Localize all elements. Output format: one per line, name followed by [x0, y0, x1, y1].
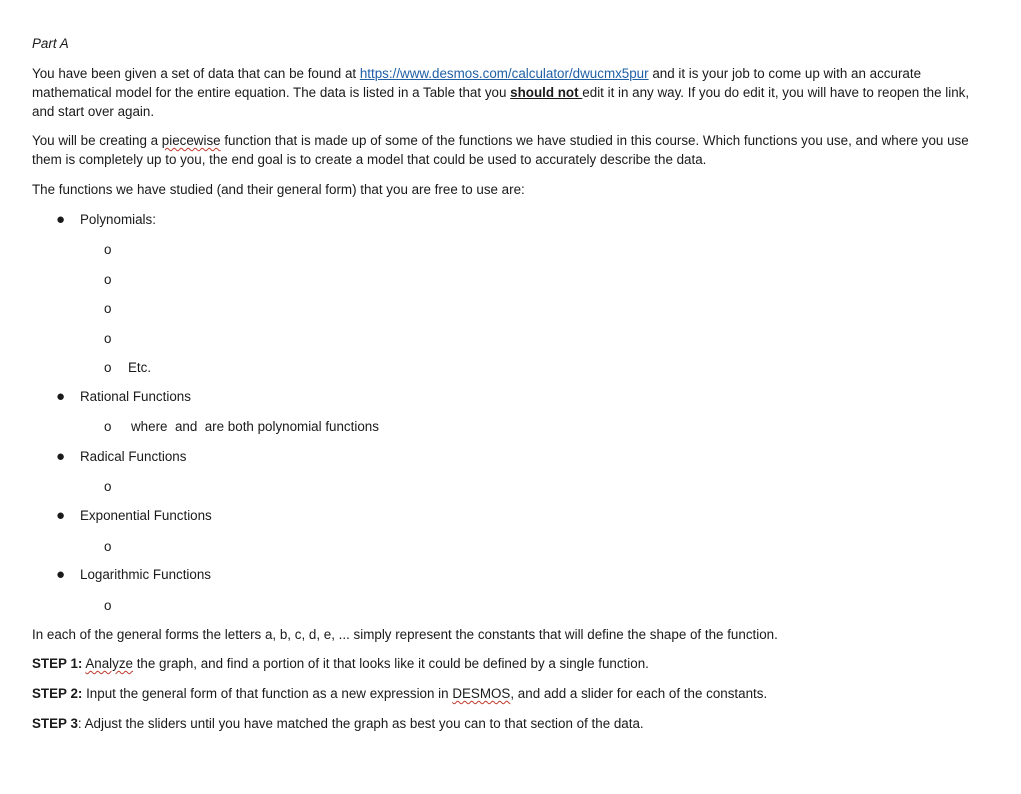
spellcheck-piecewise[interactable]: piecewise	[161, 133, 221, 148]
step-3-label: STEP 3	[32, 716, 78, 731]
sub-bullet-icon: o	[104, 272, 112, 287]
step-3	[32, 714, 987, 733]
function-label-polynomials: Polynomials:	[80, 212, 156, 227]
spellcheck-analyze[interactable]: Analyze	[85, 656, 133, 671]
piecewise-text-1: You will be creating a	[32, 133, 162, 148]
step-1-text: the graph, and find a portion of it that looks like it could be defined by a single function.	[132, 656, 649, 671]
bullet-icon: ●	[56, 566, 66, 583]
intro-paragraph	[32, 64, 987, 121]
functions-intro: The functions we have studied (and their general form) that you are free to use are:	[32, 182, 525, 197]
sub-bullet-icon: o	[104, 598, 112, 613]
sub-bullet-icon: o	[104, 539, 112, 554]
rational-note-where: where	[131, 419, 168, 434]
sub-bullet-icon: o	[104, 360, 112, 375]
polynomial-etc: Etc.	[128, 360, 152, 375]
function-label-rational: Rational Functions	[80, 389, 191, 404]
constants-paragraph: In each of the general forms the letters a, b, c, d, e, ... simply represent the constants that will define the shape of the function.	[32, 627, 778, 642]
bullet-icon: ●	[56, 448, 66, 465]
step-2	[32, 684, 987, 703]
function-label-radical: Radical Functions	[80, 449, 187, 464]
bullet-icon: ●	[56, 507, 66, 524]
intro-text-1: You have been given a set of data that can be found at	[32, 66, 360, 81]
should-not-emphasis: should not	[510, 85, 583, 100]
step-2-text-2: , and add a slider for each of the constants.	[510, 686, 768, 701]
sub-bullet-icon: o	[104, 419, 112, 434]
rational-note-and: and	[174, 419, 198, 434]
function-label-logarithmic: Logarithmic Functions	[80, 567, 211, 582]
piecewise-paragraph	[32, 131, 987, 169]
sub-bullet-icon: o	[104, 242, 112, 257]
step-2-label: STEP 2:	[32, 686, 83, 701]
part-heading: Part A	[32, 36, 69, 51]
intro-text-2: and it is your job to come up with an accurate mathematical model for the entire equation. The data is listed in a Table that you	[32, 66, 922, 100]
bullet-icon: ●	[56, 388, 66, 405]
spellcheck-desmos[interactable]: DESMOS	[452, 686, 511, 701]
step-1	[32, 654, 987, 673]
function-label-exponential: Exponential Functions	[80, 508, 212, 523]
step-1-label: STEP 1:	[32, 656, 83, 671]
desmos-link[interactable]: https://www.desmos.com/calculator/dwucmx5pur	[359, 66, 649, 81]
intro-text-3: edit it in any way. If you do edit it, you will have to reopen the link, and start over again.	[32, 85, 970, 119]
rational-note	[131, 417, 379, 436]
step-2-text-1: Input the general form of that function as a new expression in	[82, 686, 453, 701]
sub-bullet-icon: o	[104, 331, 112, 346]
step-3-text: : Adjust the sliders until you have matched the graph as best you can to that section of the data.	[77, 716, 644, 731]
rational-note-tail: are both polynomial functions	[204, 419, 379, 434]
bullet-icon: ●	[56, 211, 66, 228]
piecewise-text-2: function that is made up of some of the functions we have studied in this course. Which functions you use, and where you use them is completely up to you, the end goal is to create a model that could be used to accurately describe the data.	[32, 133, 969, 167]
sub-bullet-icon: o	[104, 479, 112, 494]
sub-bullet-icon: o	[104, 301, 112, 316]
